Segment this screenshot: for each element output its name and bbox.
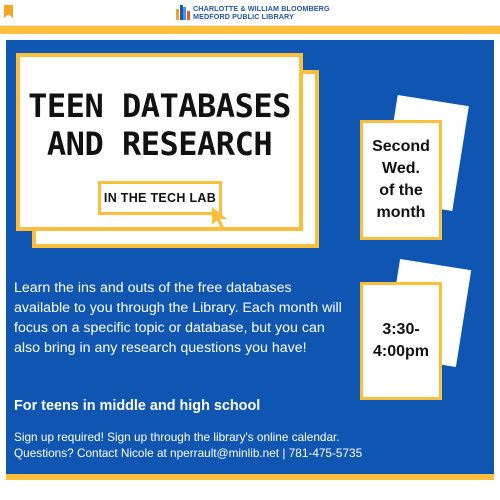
day-line: Wed. — [382, 160, 420, 177]
header-accent-bar — [0, 26, 500, 34]
day-card — [360, 120, 442, 240]
day-line: of the — [379, 182, 423, 199]
library-name-line2: MEDFORD PUBLIC LIBRARY — [193, 12, 294, 21]
signup-info — [14, 429, 484, 461]
cursor-icon — [210, 205, 232, 231]
time-line: 3:30- — [382, 321, 420, 338]
library-name — [193, 5, 330, 21]
footer-accent-bar — [0, 474, 500, 500]
contact-line: Questions? Contact Nicole at nperrault@minlib.net | 781-475-5735 — [14, 446, 363, 460]
event-title-line2: AND RESEARCH — [46, 125, 273, 163]
day-line: month — [376, 204, 426, 221]
day-line: Second — [372, 138, 430, 155]
event-title — [20, 87, 299, 163]
signup-line1: Sign up required! Sign up through the library's online calendar. — [14, 430, 340, 444]
location-button: IN THE TECH LAB — [98, 181, 222, 215]
event-description: Learn the ins and outs of the free databases available to you through the Library. Each month will focus on a specific topic or database, but you can also bring in any research questions you have! — [14, 280, 342, 356]
library-header — [0, 0, 500, 26]
library-name-line1: CHARLOTTE & WILLIAM BLOOMBERG — [193, 4, 330, 13]
books-logo-icon — [176, 5, 190, 20]
bookmark-icon[interactable] — [4, 5, 13, 18]
time-line: 4:00pm — [372, 343, 430, 360]
audience-text: For teens in middle and high school — [14, 398, 261, 414]
time-card — [360, 282, 442, 400]
event-title-line1: TEEN DATABASES — [28, 87, 291, 125]
title-card — [16, 53, 303, 231]
